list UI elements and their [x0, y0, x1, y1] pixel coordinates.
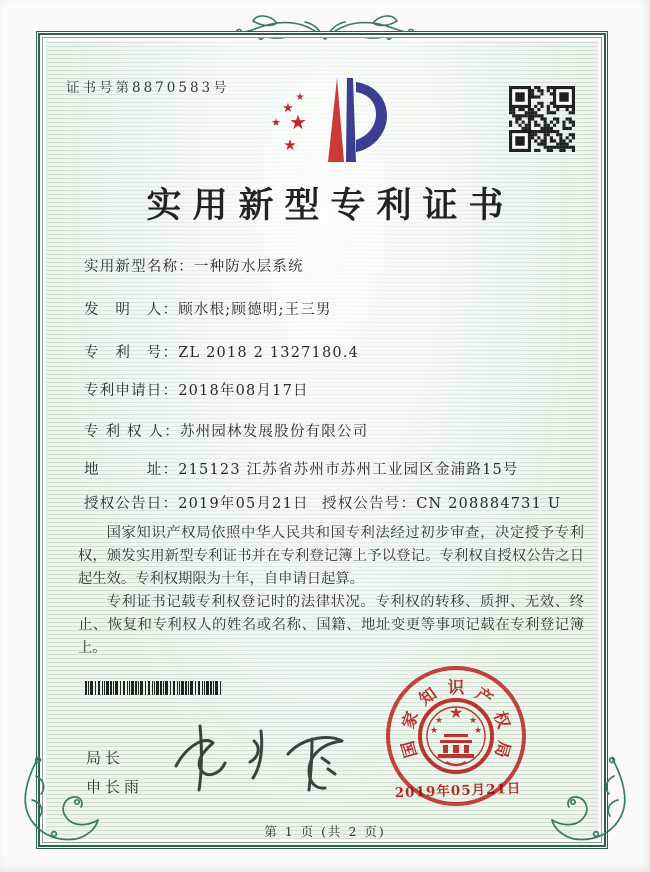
svg-text:★: ★ [282, 101, 294, 116]
commissioner-title: 局长 [86, 749, 125, 767]
field-value: 一种防水层系统 [193, 259, 304, 275]
svg-text:★: ★ [283, 136, 297, 154]
field-patent-number [84, 341, 359, 362]
field-value: CN 208884731 U [416, 496, 562, 512]
field-value: 2018年08月17日 [178, 383, 309, 399]
logo-red-wedge [328, 78, 344, 162]
commissioner-block [86, 744, 143, 802]
body-paragraph-2: 专利证书记载专利权登记时的法律状况。专利权的转移、质押、无效、终止、恢复和专利权人的姓名或名称、国籍、地址变更等事项记载在专利登记簿上。 [78, 594, 584, 656]
svg-text:★: ★ [429, 726, 439, 736]
field-grant-publication-number [322, 492, 561, 513]
svg-text:★: ★ [473, 726, 483, 736]
svg-text:★: ★ [448, 703, 464, 722]
field-filing-date [84, 379, 309, 400]
certificate-title: 实用新型专利证书 [146, 185, 515, 226]
national-ipa-seal: 国 家 知 识 产 权 局 ★ ★ ★ ★ ★ [386, 666, 526, 806]
svg-text:★: ★ [271, 116, 281, 129]
seal-date: 2019年05月21日 [394, 780, 522, 802]
cnipa-logo-icon [252, 74, 398, 168]
logo-p-bowl [356, 82, 387, 152]
logo-stars [271, 92, 307, 154]
field-label: 地 址： [84, 462, 179, 478]
page-footer: 第 1 页 (共 2 页) [264, 824, 386, 839]
field-patentee [84, 420, 368, 441]
svg-text:★: ★ [468, 716, 478, 726]
logo-blue-stripe [346, 78, 356, 162]
field-utility-model-name [84, 255, 304, 276]
qr-code-icon [509, 86, 575, 152]
field-value: 215123 江苏省苏州市苏州工业园区金浦路15号 [178, 462, 519, 478]
field-value: 2019年05月21日 [178, 496, 309, 512]
field-label: 专利申请日： [84, 383, 179, 399]
field-value: 苏州园林发展股份有限公司 [179, 424, 369, 440]
field-label: 专 利 号： [84, 345, 179, 361]
signature-icon [162, 714, 357, 804]
field-label: 授权公告号： [322, 496, 417, 512]
national-emblem-icon [410, 690, 502, 782]
field-label: 发 明 人： [84, 302, 179, 318]
certificate-number: 证书号第8870583号 [66, 80, 230, 96]
field-value: 顾水根;顾德明;王三男 [178, 302, 332, 318]
field-grant-date [84, 492, 309, 513]
barcode-icon [85, 681, 223, 695]
svg-text:★: ★ [289, 110, 307, 134]
field-label: 专 利 权 人： [84, 424, 180, 440]
svg-text:★: ★ [295, 92, 305, 103]
field-label: 实用新型名称： [84, 259, 194, 275]
commissioner-name: 申长雨 [86, 778, 144, 796]
svg-text:★: ★ [434, 716, 444, 726]
body-paragraph-1: 国家知识产权局依照中华人民共和国专利法经过初步审查，决定授予专利权，颁发实用新型专利证书并在专利登记簿上予以登记。专利权自授权公告之日起生效。专利权期限为十年，自申请日起算。 [78, 525, 584, 587]
field-value: ZL 2018 2 1327180.4 [178, 345, 360, 361]
field-inventors [84, 298, 332, 319]
field-label: 授权公告日： [84, 496, 179, 512]
certificate-body-text [78, 522, 584, 660]
field-address [84, 458, 519, 479]
